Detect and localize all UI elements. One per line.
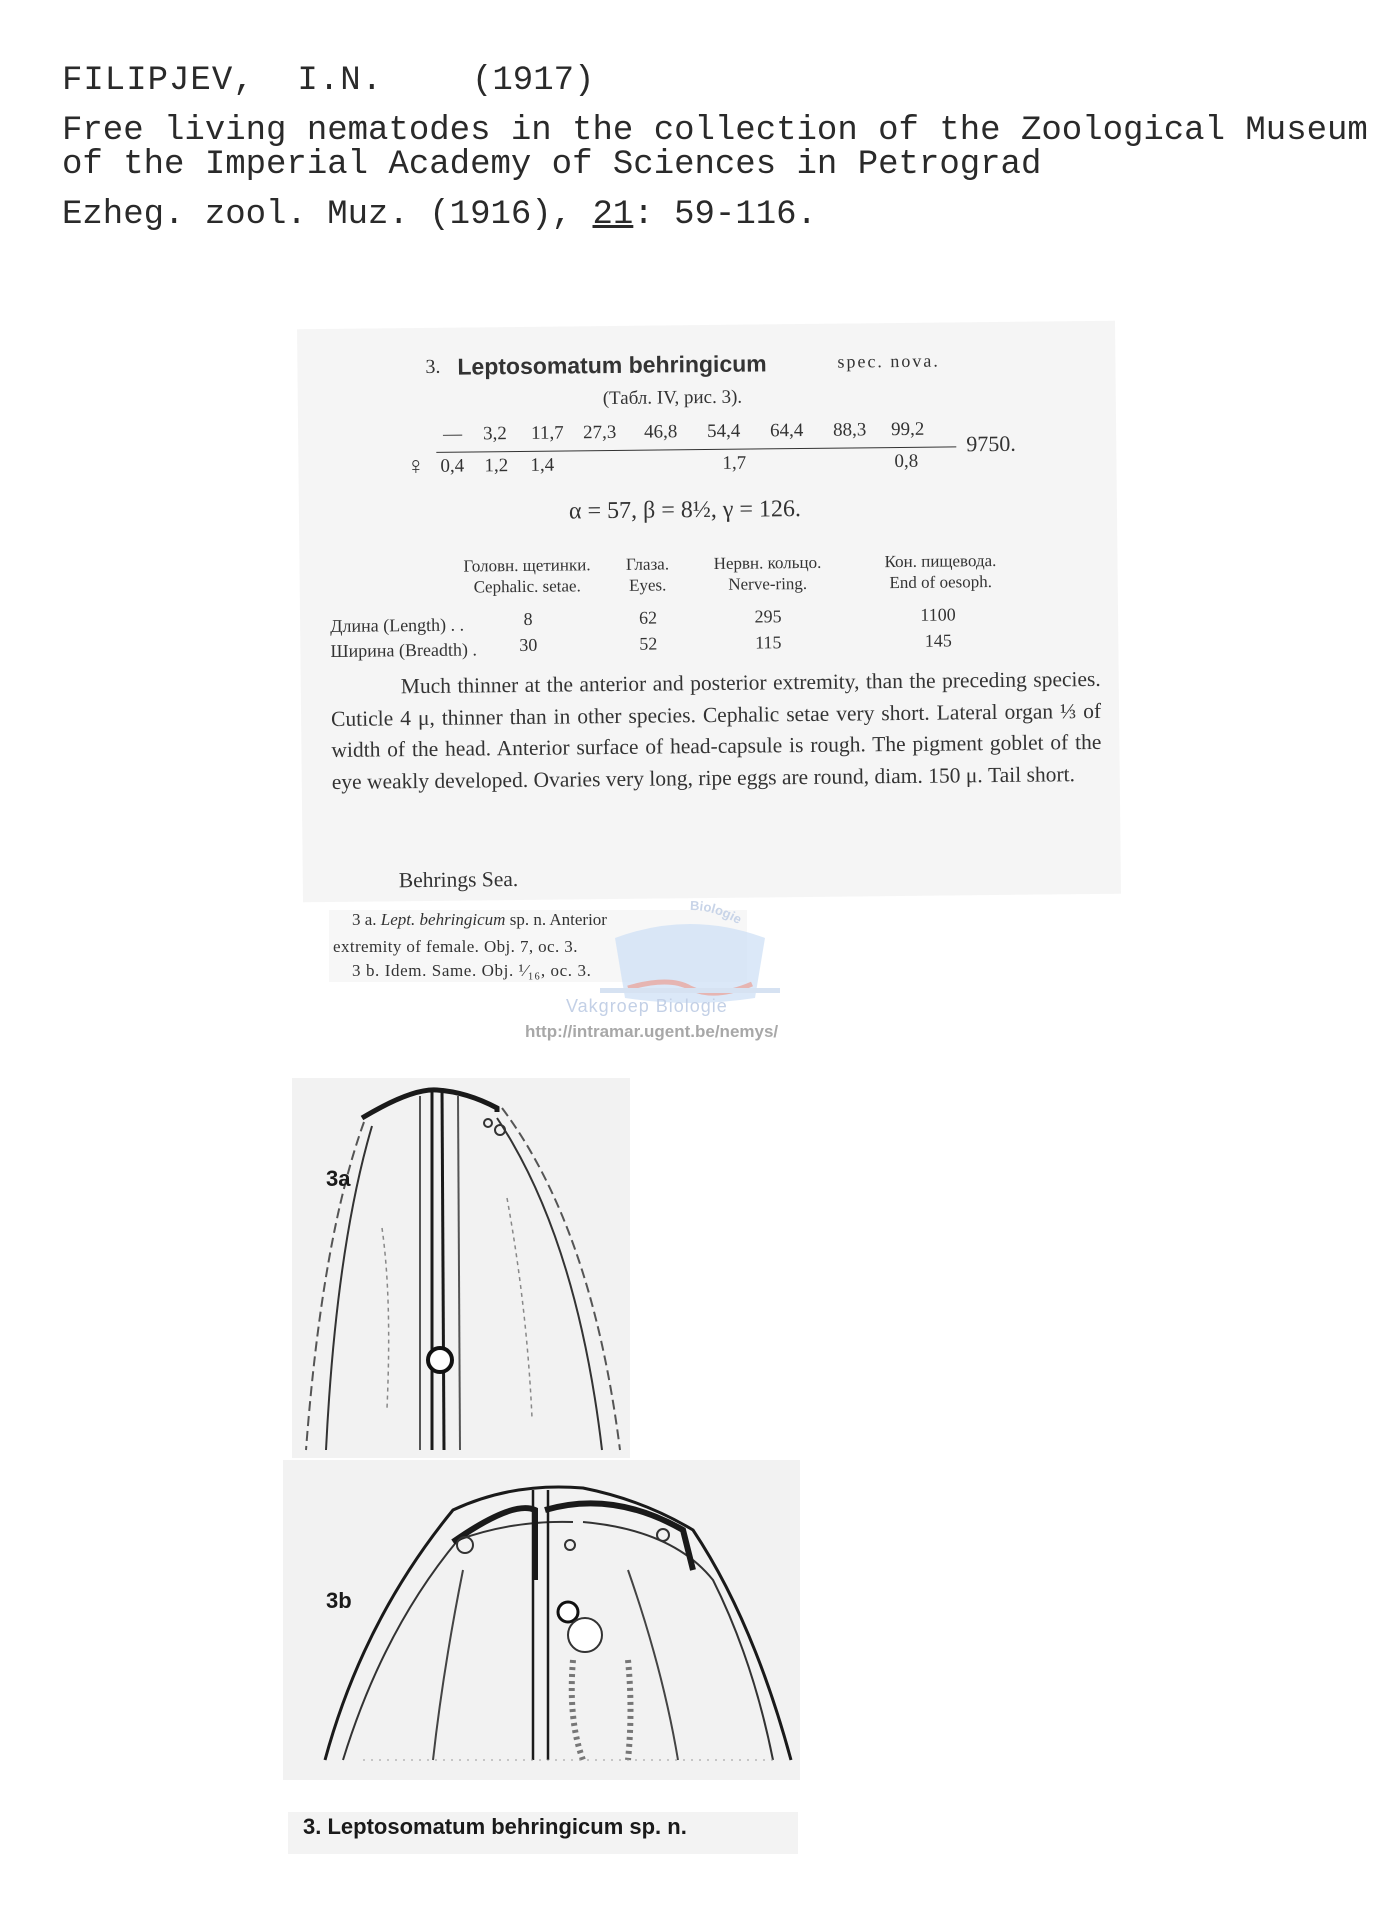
formula-bottom-value: 1,4 (530, 454, 555, 476)
cephalic-seta (565, 1540, 575, 1550)
table-cell: 295 (754, 606, 782, 627)
cuticle-inner-left (343, 1522, 573, 1760)
formula-total-length: 9750. (966, 430, 1016, 457)
lateral-organ (495, 1125, 505, 1135)
table-cell: 30 (519, 634, 538, 655)
col-header-ru: Нервн. кольцо. (713, 552, 822, 573)
citation-title-line-1: Free living nematodes in the collection of the Zoological Museum (62, 112, 1368, 150)
col-header-eyes (607, 553, 687, 596)
species-description-text: Much thinner at the anterior and posterior extremity, than the preceding species. Cuticle 4 μ, thinner than in other species. Cephalic setae very short. Lateral organ ⅓ of width of the head. Anterior surface of head-capsule is rough. The pigment goblet of the eye weakly developed. Ovaries very long, ripe eggs are round, diam. 150 μ. Tail short. (330, 666, 1102, 794)
formula-fraction-line (436, 446, 956, 452)
table-cell: 62 (638, 607, 658, 628)
table-cell: 115 (755, 632, 782, 653)
locality: Behrings Sea. (398, 867, 519, 893)
legend-3a-prefix: 3 a. (352, 910, 381, 929)
table-cell: 1100 (920, 604, 956, 625)
figure-caption: 3. Leptosomatum behringicum sp. n. (303, 1814, 687, 1839)
formula-top-value: 46,8 (644, 421, 678, 443)
formula-bottom-value: 0,4 (440, 455, 465, 477)
citation-title-line-2: of the Imperial Academy of Sciences in Petrograd (62, 146, 1042, 184)
col-header-cephalic-setae (439, 554, 614, 598)
col-header-ru: Кон. пищевода. (884, 550, 997, 572)
oesophagus-wall-right (458, 1096, 460, 1450)
formula-top-value: 99,2 (890, 418, 925, 441)
figure-3a-drawing (292, 1078, 630, 1458)
head-capsule-left (453, 1508, 535, 1580)
journal-pages: : 59-116. (633, 196, 817, 234)
watermark-arc-text: Biologie (689, 897, 745, 927)
formula-top-value: 64,4 (770, 420, 804, 442)
watermark-bar (600, 988, 780, 993)
col-header-nerve-ring (687, 552, 847, 596)
gland-tissue (572, 1660, 631, 1760)
species-status: spec. nova. (837, 350, 940, 372)
formula-top-value: 27,3 (583, 421, 617, 444)
citation-author: FILIPJEV, I.N. (62, 62, 384, 100)
figure-3b-drawing (283, 1460, 800, 1780)
col-header-en: Cephalic. setae. (473, 576, 581, 597)
table-cell: 8 (523, 608, 533, 629)
formula-bottom-value: 1,2 (484, 455, 509, 477)
citation-journal (62, 196, 817, 234)
cuticle-inner-right (583, 1522, 773, 1760)
eye-pigment-goblet (558, 1602, 578, 1622)
figure-label-3b: 3b (326, 1588, 352, 1613)
row-label-length: Длина (Length) . . (330, 614, 465, 636)
formula-top-value: 54,4 (707, 420, 741, 443)
formula-top-value: — (443, 423, 463, 445)
journal-volume: 21 (592, 196, 634, 234)
legend-3a-continued: extremity of female. Obj. 7, oc. 3. (333, 937, 578, 956)
table-cell: 145 (924, 630, 952, 651)
lateral-organ (484, 1119, 492, 1127)
col-header-en: Eyes. (628, 575, 667, 595)
formula-bottom-value: 0,8 (894, 450, 919, 473)
formula-top-value: 3,2 (483, 423, 507, 445)
body-ratios: α = 57, β = 8½, γ = 126. (568, 496, 802, 525)
watermark-url: http://intramar.ugent.be/nemys/ (525, 1022, 779, 1041)
lateral-organ (457, 1537, 473, 1553)
row-label-breadth: Ширина (Breadth) . (330, 639, 478, 661)
oesophagus-wall-left (433, 1570, 463, 1760)
legend-3b: 3 b. Idem. Same. Obj. ¹⁄₁₆, oc. 3. (352, 961, 592, 980)
col-header-ru: Головн. щетинки. (463, 555, 591, 576)
head-capsule-right (545, 1503, 693, 1570)
plate-reference: (Табл. IV, рис. 3). (602, 386, 743, 410)
eye-pigment-goblet (428, 1348, 452, 1372)
species-name: Leptosomatum behringicum (457, 350, 767, 380)
species-description-clipping (297, 321, 1121, 903)
col-header-en: Nerve-ring. (728, 573, 808, 594)
watermark-label: Vakgroep Biologie (566, 996, 728, 1016)
journal-prefix: Ezheg. zool. Muz. (1916), (62, 196, 593, 234)
citation-year: (1917) (472, 62, 595, 100)
oesophagus-wall-right (628, 1570, 678, 1760)
formula-bottom-value: 1,7 (722, 452, 747, 474)
cuticle-outer (325, 1487, 791, 1760)
female-symbol: ♀ (406, 452, 426, 481)
legend-3a-taxon: Lept. behringicum (380, 910, 506, 929)
col-header-end-oesophagus (855, 550, 1025, 594)
eye-lens (568, 1618, 602, 1652)
body-texture (382, 1198, 532, 1418)
lateral-organ (657, 1529, 669, 1541)
col-header-en: End of oesoph. (889, 572, 993, 593)
figure-label-3a: 3a (326, 1166, 351, 1191)
oesophagus-lumen (442, 1088, 444, 1450)
cephalic-capsule (362, 1090, 497, 1118)
col-header-ru: Глаза. (625, 554, 670, 574)
formula-top-value: 11,7 (531, 422, 564, 444)
species-number: 3. (425, 355, 441, 378)
formula-top-value: 88,3 (832, 419, 867, 441)
legend-3a-rest: sp. n. Anterior (505, 910, 607, 929)
table-cell: 52 (639, 633, 658, 654)
